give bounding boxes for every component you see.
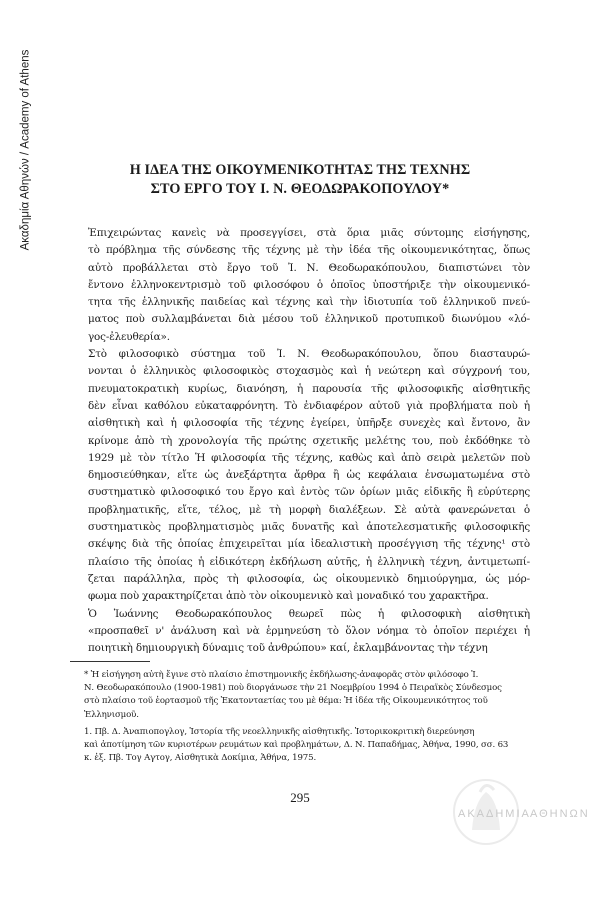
footnotes xyxy=(70,669,530,769)
text-line: πλαίσιο τῆς ὁποίας ἡ εἰδικότερη ἐκδήλωση αὐτῆς, ἡ ἑλληνικὴ τέχνη, ἀντιμετωπί- xyxy=(88,555,530,568)
footnote xyxy=(70,726,530,766)
text-line: δὲν εἶναι καθόλου εὐκαταφρόνητη. Τὸ ἐνδιαφέρον αὐτοῦ γιὰ προβλήματα ποὺ ἡ xyxy=(88,399,530,412)
text-line: ματος ποὺ συλλαμβάνεται διὰ μέσου τοῦ ἑλληνικοῦ προτυπικοῦ διωνύμου «λό- xyxy=(88,313,530,326)
academy-mark-left: ΑΚΑΔΗΜΙΑ xyxy=(458,808,531,820)
text-line: νονται ὁ ἑλληνικὸς φιλοσοφικὸς στοχασμὸς καὶ ἡ νεώτερη καὶ σύγχρονή του, xyxy=(88,365,530,378)
text-line: κρίνομε ἀπὸ τὴ χρονολογία τῆς πρώτης σχετικῆς μελέτης του, ποὺ ἐκδόθηκε τὸ xyxy=(88,434,530,447)
footnote xyxy=(70,669,530,722)
paragraph xyxy=(70,606,530,658)
footnote-line: Ν. Θεοδωρακόπουλο (1900-1981) ποὺ διοργάνωσε τὴν 21 Νοεμβρίου 1994 ὁ Πειραϊκὸς Σύνδεσμος xyxy=(84,683,502,694)
footnote-line: στὸ πλαίσιο τοῦ ἑορτασμοῦ τῆς Ἑκατονταετίας του μὲ θέμα: Ἡ ἰδέα τῆς Οἰκουμενικότητος τοῦ xyxy=(84,696,488,707)
paragraph xyxy=(70,346,530,605)
text-line: Στὸ φιλοσοφικὸ σύστημα τοῦ Ἰ. Ν. Θεοδωρακόπουλου, ὅπου διασταυρώ- xyxy=(88,348,530,361)
text-line: ποιητικὴ δημιουργικὴ δύναμις τοῦ ἀνθρώπου» καί, ἐκλαμβάνοντας τὴν τέχνη xyxy=(88,642,488,655)
text-line: ἔντονο ἑλληνοκεντρισμὸ τοῦ φιλοσόφου ὁ ὁποῖος ὑποστήριξε τὴν οἰκουμενικό- xyxy=(88,278,530,291)
text-line: συστηματικὸ φιλοσοφικό του ἔργο καὶ ἐντὸς τῶν ὁρίων μιᾶς εἰδικῆς ἢ εὐρύτερης xyxy=(88,486,530,499)
side-watermark xyxy=(14,40,36,260)
text-line: αὐτὸ προβάλλεται στὸ ἔργο τοῦ Ἰ. Ν. Θεοδωρακόπουλου, διαπιστώνει τὸν xyxy=(88,261,530,274)
text-line: ζεται παράλληλα, πρὸς τὴ φιλοσοφία, ὡς οἰκουμενικὸ δημιούργημα, ὡς μόρ- xyxy=(88,572,530,585)
side-watermark-text: Ακαδημία Αθηνών / Academy of Athens xyxy=(19,49,32,251)
footnote-line: 1. Πβ. Δ. Ἀναπιοπογλογ, Ἱστορία τῆς νεοελληνικῆς αἰσθητικῆς. Ἱστορικοκριτικὴ διερεύνηση xyxy=(84,726,475,737)
paragraph xyxy=(70,225,530,346)
body-text xyxy=(70,225,530,657)
text-line: Ἐπιχειρώντας κανεὶς νὰ προσεγγίσει, στὰ ὅρια μιᾶς σύντομης εἰσήγησης, xyxy=(88,227,530,239)
footnote-line: κ. ἑξ. Πβ. Τογ Αγτογ, Αἰσθητικὰ Δοκίμια, Ἀθήνα, 1975. xyxy=(84,753,317,764)
title-line-2: ΣΤΟ ΕΡΓΟ ΤΟΥ Ι. Ν. ΘΕΟΔΩΡΑΚΟΠΟΥΛΟΥ* xyxy=(150,181,450,197)
text-line: τὸ πρόβλημα τῆς σύνδεσης τῆς τέχνης μὲ τὴν ἰδέα τῆς οἰκουμενικότητας, ὅπως xyxy=(88,244,530,257)
text-line: δημοσιεύθηκαν, εἴτε ὡς ἀνεξάρτητα ἄρθρα ἢ ὡς κεφάλαια ἐνσωματωμένα στὸ xyxy=(88,469,530,482)
text-line: «προσπαθεῖ ν' ἀνάλυση καὶ νὰ ἑρμηνεύση τὸ ὅλον νόημα τὸ ὁποῖον περιέχει ἡ xyxy=(88,624,530,637)
text-line: Ὁ Ἰωάννης Θεοδωρακόπουλος θεωρεῖ πὼς ἡ φιλοσοφικὴ αἰσθητικὴ xyxy=(88,607,530,620)
text-line: συστηματικὸς προβληματισμὸς μιᾶς δυνατῆς καὶ ἀποτελεσματικῆς φιλοσοφικῆς xyxy=(88,521,530,534)
footnote-rule xyxy=(70,661,150,662)
footnote-line: καὶ ἀποτίμηση τῶν κυριοτέρων ρευμάτων καὶ προβλημάτων, Δ. Ν. Παπαδήμας, Ἀθήνα, 1990, σσ. 63 xyxy=(84,740,509,751)
footnote-line: * Ἡ εἰσήγηση αὐτὴ ἔγινε στὸ πλαίσιο ἐπιστημονικῆς ἐκδήλωσης-ἀναφορᾶς στὸν φιλόσοφο Ἰ. xyxy=(84,670,479,680)
text-line: σκέψης διὰ τῆς ὁποίας ἐπιχειρεῖται μία ἰδεαλιστικὴ προσέγγιση τῆς τέχνης¹ στὸ xyxy=(88,538,530,551)
text-line: τητα τῆς ἑλληνικῆς παιδείας καὶ τέχνης καὶ τὴν ἰδιοτυπία τοῦ ἑλληνικοῦ πνεύ- xyxy=(88,296,530,309)
footnote-line: Ἑλληνισμοῦ. xyxy=(84,709,139,720)
title-line-1: Η ΙΔΕΑ ΤΗΣ ΟΙΚΟΥΜΕΝΙΚΟΤΗΤΑΣ ΤΗΣ ΤΕΧΝΗΣ xyxy=(129,162,471,178)
text-line: φωμα ποὺ χαρακτηρίζεται ἀπὸ τὸν οἰκουμενικὸ καὶ μοναδικό του χαρακτῆρα. xyxy=(88,590,489,603)
text-line: 1929 μὲ τὸν τίτλο Ἡ φιλοσοφία τῆς τέχνης, καθὼς καὶ ἀπὸ σειρὰ μελετῶν ποὺ xyxy=(88,451,530,464)
text-line: αἰσθητικὴ καὶ ἡ φιλοσοφία τῆς τέχνης ἐγείρει, ὑπῆρξε συνεχὲς καὶ ἔντονο, ἂν xyxy=(88,417,530,430)
text-line: πνευματοκρατικὴ κυρίως, διανόηση, ἡ παρουσία τῆς φιλοσοφικῆς αἰσθητικῆς xyxy=(88,382,530,395)
page-number: 295 xyxy=(290,790,310,805)
article-title xyxy=(70,161,530,199)
text-line: γος-ἐλευθερία». xyxy=(88,330,170,343)
academy-mark-right: ΑΘΗΝΩΝ xyxy=(530,808,590,820)
text-line: προβληματικῆς, εἴτε, τέλος, μὲ τὴ μορφὴ διαλέξεων. Σὲ αὐτὰ φανερώνεται ὁ xyxy=(88,503,530,516)
